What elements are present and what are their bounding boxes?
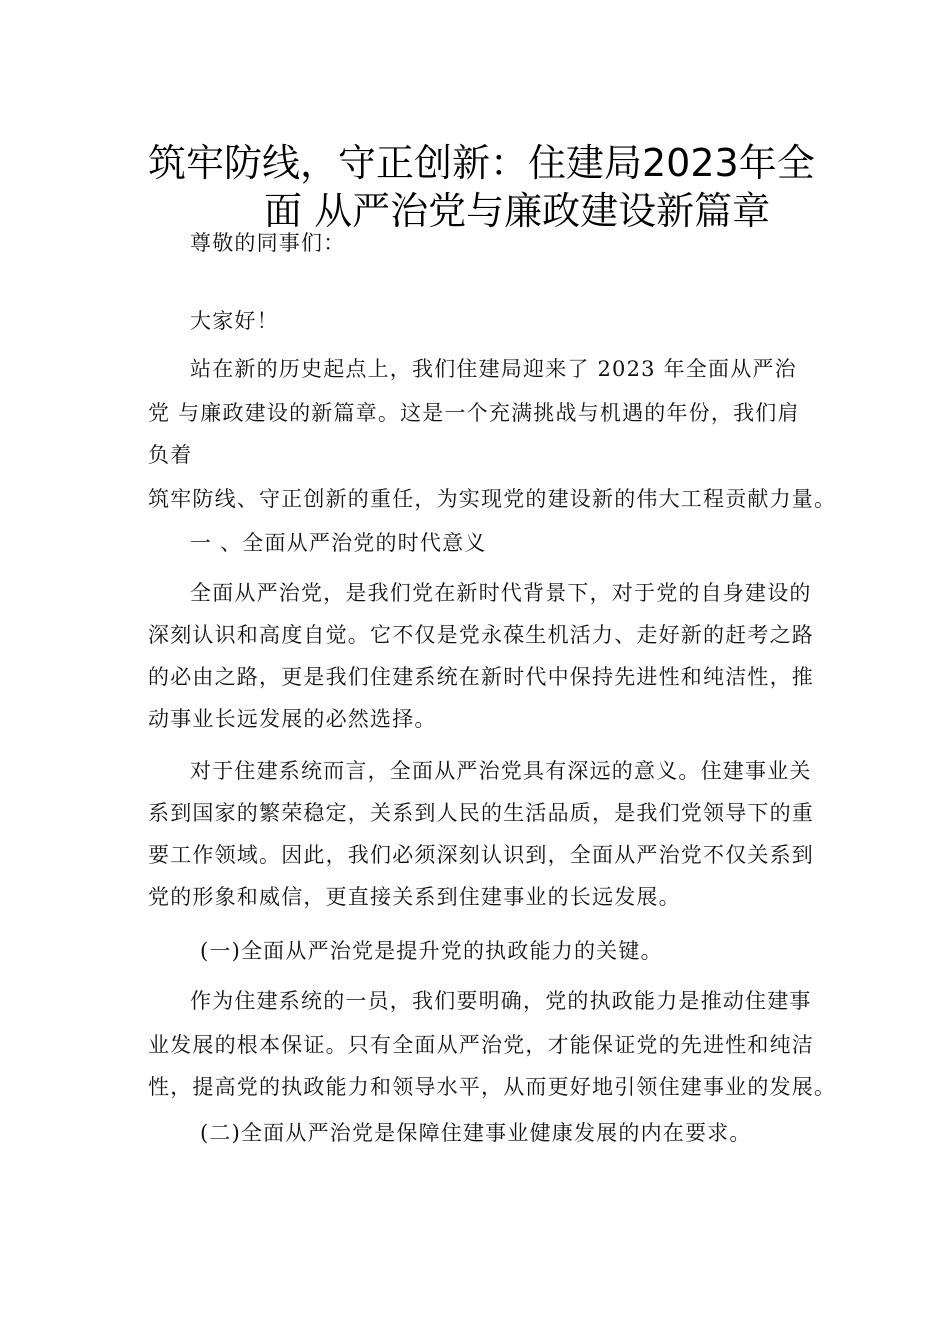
greeting: 大家好！ bbox=[190, 309, 279, 333]
body-line: 性，提高党的执政能力和领导水平，从而更好地引领住建事业的发展。 bbox=[148, 1075, 837, 1099]
subsection-heading: (一)全面从严治党是提升党的执政能力的关键。 bbox=[200, 939, 663, 963]
title-line-2: 面 从严治党与廉政建设新篇章 bbox=[264, 189, 771, 233]
body-line: 系到国家的繁荣稳定，关系到人民的生活品质，是我们党领导下的重 bbox=[148, 801, 814, 825]
subsection-heading: (二)全面从严治党是保障住建事业健康发展的内在要求。 bbox=[200, 1121, 752, 1145]
body-line: 作为住建系统的一员，我们要明确，党的执政能力是推动住建事 bbox=[190, 989, 812, 1013]
body-line: 筑牢防线、守正创新的重任，为实现党的建设新的伟大工程贡献力量。 bbox=[148, 487, 837, 511]
body-line: 全面从严治党，是我们党在新时代背景下，对于党的自身建设的 bbox=[190, 581, 812, 605]
body-line: 党 与廉政建设的新篇章。这是一个充满挑战与机遇的年份，我们肩 bbox=[148, 401, 800, 425]
body-line: 要工作领域。因此，我们必须深刻认识到，全面从严治党不仅关系到 bbox=[148, 843, 814, 867]
salutation: 尊敬的同事们： bbox=[190, 231, 346, 255]
body-line: 的必由之路，更是我们住建系统在新时代中保持先进性和纯洁性，推 bbox=[148, 665, 814, 689]
body-line: 动事业长远发展的必然选择。 bbox=[148, 707, 437, 731]
body-line: 业发展的根本保证。只有全面从严治党，才能保证党的先进性和纯洁 bbox=[148, 1033, 814, 1057]
body-line: 对于住建系统而言，全面从严治党具有深远的意义。住建事业关 bbox=[190, 759, 812, 783]
body-line: 党的形象和威信，更直接关系到住建事业的长远发展。 bbox=[148, 885, 681, 909]
title-line-1: 筑牢防线，守正创新：住建局2023年全 bbox=[148, 141, 815, 185]
section-heading: 一 、全面从严治党的时代意义 bbox=[190, 531, 487, 555]
body-line: 站在新的历史起点上，我们住建局迎来了 2023 年全面从严治 bbox=[190, 357, 797, 381]
body-line: 负着 bbox=[148, 443, 193, 467]
body-line: 深刻认识和高度自觉。它不仅是党永葆生机活力、走好新的赶考之路 bbox=[148, 623, 814, 647]
